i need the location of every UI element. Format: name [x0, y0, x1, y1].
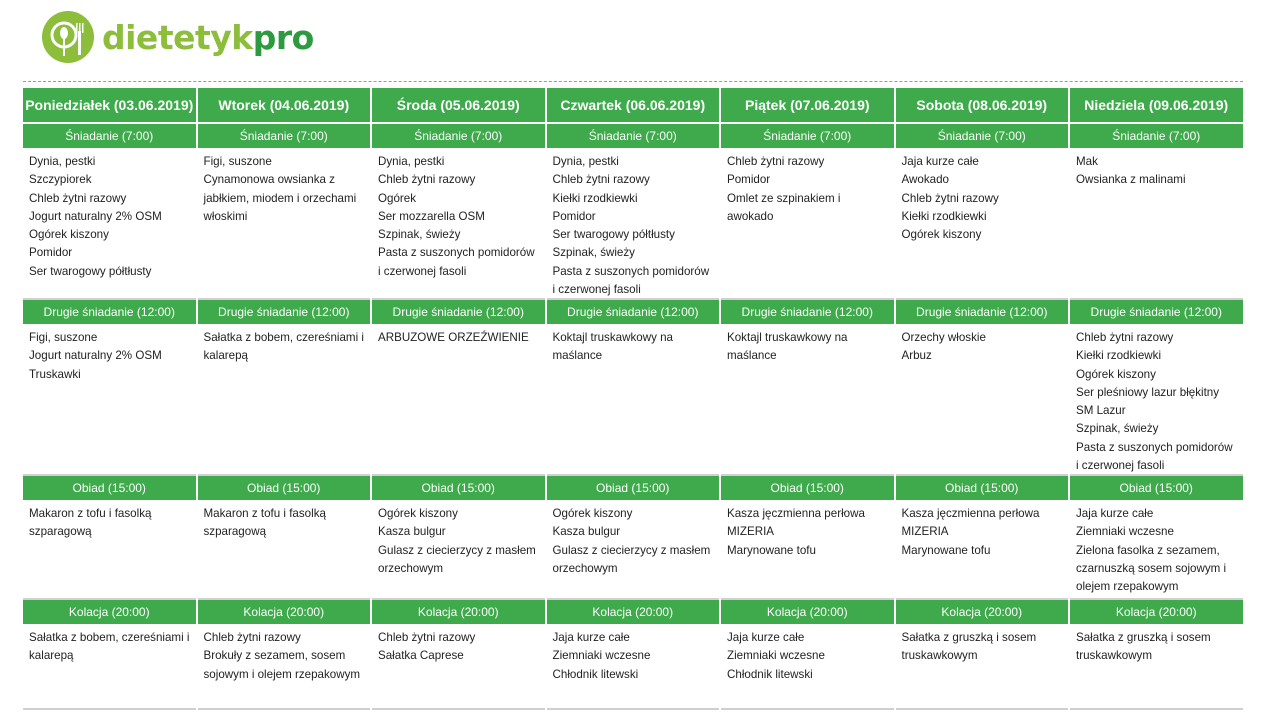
- meal-header: Kolacja (20:00): [896, 600, 1069, 624]
- meal-item: Pasta z suszonych pomidorów i czerwonej fasoli: [378, 246, 535, 278]
- meal-items: [23, 500, 196, 600]
- day-header: Wtorek (04.06.2019): [198, 88, 371, 124]
- meal-items: [23, 324, 196, 476]
- meal-header: Śniadanie (7:00): [1070, 124, 1243, 148]
- meal-item: Makaron z tofu i fasolką szparagową: [29, 507, 152, 539]
- meal-item: Kasza bulgur: [378, 525, 446, 539]
- meal-item: Ziemniaki wczesne: [552, 649, 651, 663]
- meal-items: [721, 324, 894, 476]
- meal-header: Obiad (15:00): [372, 476, 545, 500]
- meal-header: Kolacja (20:00): [1070, 600, 1243, 624]
- meal-item: Brokuły z sezamem, sosem sojowym i olejem rzepakowym: [203, 649, 361, 681]
- meal-item: Ser mozzarella OSM: [378, 209, 485, 223]
- meal-items: [372, 500, 545, 600]
- meal-item: Jogurt naturalny 2% OSM: [29, 209, 162, 223]
- meal-item: Pomidor: [552, 209, 596, 223]
- meal-item: Marynowane tofu: [727, 543, 816, 557]
- meal-item: Ser twarogowy półtłusty: [29, 264, 152, 278]
- meal-plan-grid: [23, 88, 1244, 710]
- meal-item: Ogórek kiszony: [29, 228, 109, 242]
- day-header: Niedziela (09.06.2019): [1070, 88, 1243, 124]
- meal-header: Śniadanie (7:00): [23, 124, 196, 148]
- meal-item: Jaja kurze całe: [727, 631, 805, 644]
- meal-item: Ogórek kiszony: [901, 228, 982, 242]
- meal-header: Drugie śniadanie (12:00): [896, 300, 1069, 324]
- header-divider: [23, 81, 1243, 82]
- meal-header: Kolacja (20:00): [23, 600, 196, 624]
- day-header: Piątek (07.06.2019): [721, 88, 894, 124]
- meal-item: Chłodnik litewski: [552, 667, 639, 681]
- meal-header: Drugie śniadanie (12:00): [547, 300, 720, 324]
- meal-item: Jaja kurze całe: [901, 155, 979, 168]
- meal-header: Śniadanie (7:00): [547, 124, 720, 148]
- meal-item: Pasta z suszonych pomidorów i czerwonej fasoli: [1076, 440, 1233, 473]
- meal-item: Pomidor: [727, 173, 771, 187]
- meal-items: [721, 624, 894, 710]
- meal-item: Ser twarogowy półtłusty: [552, 228, 675, 242]
- meal-item: Szczypiorek: [29, 173, 92, 187]
- logo-icon: [42, 11, 94, 63]
- meal-item: Dynia, pestki: [29, 155, 96, 168]
- meal-item: Chleb żytni razowy: [552, 173, 650, 187]
- meal-item: Dynia, pestki: [378, 155, 445, 168]
- meal-item: Chłodnik litewski: [727, 667, 813, 681]
- brand-name-part2: pro: [252, 17, 314, 57]
- meal-header: Obiad (15:00): [721, 476, 894, 500]
- meal-item: Ogórek kiszony: [552, 507, 633, 520]
- meal-item: Sałatka Caprese: [378, 649, 464, 663]
- meal-items: [547, 624, 720, 710]
- meal-item: Marynowane tofu: [901, 543, 991, 557]
- day-header: Środa (05.06.2019): [372, 88, 545, 124]
- meal-header: Śniadanie (7:00): [721, 124, 894, 148]
- meal-item: Gulasz z ciecierzycy z masłem orzechowym: [378, 543, 536, 575]
- meal-header: Kolacja (20:00): [198, 600, 371, 624]
- meal-header: Śniadanie (7:00): [198, 124, 371, 148]
- meal-item: Chleb żytni razowy: [1076, 331, 1174, 344]
- meal-item: Sałatka z bobem, czereśniami i kalarepą: [29, 631, 190, 663]
- meal-header: Drugie śniadanie (12:00): [721, 300, 894, 324]
- meal-header: Kolacja (20:00): [372, 600, 545, 624]
- meal-header: Obiad (15:00): [23, 476, 196, 500]
- meal-header: Kolacja (20:00): [547, 600, 720, 624]
- meal-item: Omlet ze szpinakiem i awokado: [727, 191, 841, 223]
- meal-item: Ogórek: [378, 191, 417, 205]
- meal-item: Dynia, pestki: [552, 155, 619, 168]
- meal-items: [1070, 148, 1243, 300]
- meal-item: Kasza jęczmienna perłowa: [901, 507, 1040, 520]
- meal-item: Kiełki rzodkiewki: [552, 191, 638, 205]
- meal-header: Obiad (15:00): [547, 476, 720, 500]
- meal-items: [721, 148, 894, 300]
- meal-item: Chleb żytni razowy: [203, 631, 301, 644]
- meal-item: Chleb żytni razowy: [378, 173, 476, 187]
- meal-items: [547, 324, 720, 476]
- meal-item: Szpinak, świeży: [1076, 422, 1159, 436]
- meal-item: Figi, suszone: [29, 331, 98, 344]
- meal-header: Drugie śniadanie (12:00): [372, 300, 545, 324]
- meal-items: [198, 624, 371, 710]
- meal-item: Gulasz z ciecierzycy z masłem orzechowym: [552, 543, 711, 575]
- meal-items: [198, 500, 371, 600]
- meal-item: Kasza bulgur: [552, 525, 621, 539]
- meal-header: Drugie śniadanie (12:00): [23, 300, 196, 324]
- meal-item: Koktajl truskawkowy na maślance: [552, 331, 673, 363]
- meal-item: Chleb żytni razowy: [378, 631, 476, 644]
- meal-items: [372, 148, 545, 300]
- meal-item: Sałatka z gruszką i sosem truskawkowym: [1076, 631, 1211, 663]
- meal-item: Arbuz: [901, 349, 932, 363]
- meal-item: ARBUZOWE ORZEŹWIENIE: [378, 331, 529, 344]
- day-header: Sobota (08.06.2019): [896, 88, 1069, 124]
- meal-item: Jaja kurze całe: [1076, 507, 1154, 520]
- meal-item: Chleb żytni razowy: [29, 191, 127, 205]
- meal-header: Kolacja (20:00): [721, 600, 894, 624]
- meal-item: Chleb żytni razowy: [901, 191, 999, 205]
- meal-items: [372, 624, 545, 710]
- meal-item: Ogórek kiszony: [1076, 367, 1156, 381]
- meal-item: MIZERIA: [901, 525, 949, 539]
- meal-item: Sałatka z bobem, czereśniami i kalarepą: [203, 331, 364, 363]
- meal-items: [547, 148, 720, 300]
- meal-item: Kiełki rzodkiewki: [901, 209, 987, 223]
- meal-header: Obiad (15:00): [1070, 476, 1243, 500]
- meal-items: [23, 624, 196, 710]
- day-header: Poniedziałek (03.06.2019): [23, 88, 196, 124]
- meal-items: [198, 148, 371, 300]
- brand-name: [102, 17, 314, 57]
- meal-item: Jogurt naturalny 2% OSM: [29, 349, 162, 363]
- meal-item: Ziemniaki wczesne: [1076, 525, 1174, 539]
- meal-items: [1070, 500, 1243, 600]
- meal-item: Sałatka z gruszką i sosem truskawkowym: [901, 631, 1037, 663]
- meal-item: Orzechy włoskie: [901, 331, 986, 344]
- meal-item: Awokado: [901, 173, 949, 187]
- meal-items: [23, 148, 196, 300]
- meal-items: [896, 500, 1069, 600]
- meal-item: MIZERIA: [727, 525, 775, 539]
- meal-items: [198, 324, 371, 476]
- meal-item: Figi, suszone: [203, 155, 272, 168]
- meal-header: Drugie śniadanie (12:00): [1070, 300, 1243, 324]
- meal-item: Szpinak, świeży: [552, 246, 635, 260]
- meal-item: Szpinak, świeży: [378, 228, 461, 242]
- meal-items: [372, 324, 545, 476]
- meal-header: Obiad (15:00): [896, 476, 1069, 500]
- meal-item: Kiełki rzodkiewki: [1076, 349, 1162, 363]
- meal-header: Śniadanie (7:00): [896, 124, 1069, 148]
- meal-items: [547, 500, 720, 600]
- meal-items: [1070, 324, 1243, 476]
- brand-name-part1: dietetyk: [102, 17, 253, 57]
- meal-items: [1070, 624, 1243, 710]
- brand-logo: [42, 11, 314, 63]
- meal-items: [896, 148, 1069, 300]
- meal-items: [896, 624, 1069, 710]
- meal-item: Kasza jęczmienna perłowa: [727, 507, 865, 520]
- meal-item: Makaron z tofu i fasolką szparagową: [203, 507, 326, 539]
- meal-header: Obiad (15:00): [198, 476, 371, 500]
- meal-item: Pasta z suszonych pomidorów i czerwonej fasoli: [552, 264, 710, 297]
- meal-header: Śniadanie (7:00): [372, 124, 545, 148]
- meal-item: Zielona fasolka z sezamem, czarnuszką sosem sojowym i olejem rzepakowym: [1076, 543, 1227, 594]
- meal-item: Owsianka z malinami: [1076, 173, 1186, 187]
- meal-items: [721, 500, 894, 600]
- meal-item: Pomidor: [29, 246, 73, 260]
- meal-item: Cynamonowa owsianka z jabłkiem, miodem i orzechami włoskimi: [203, 173, 357, 223]
- meal-item: Truskawki: [29, 367, 81, 381]
- meal-item: Ziemniaki wczesne: [727, 649, 825, 663]
- meal-item: Koktajl truskawkowy na maślance: [727, 331, 848, 363]
- meal-item: Ogórek kiszony: [378, 507, 458, 520]
- day-header: Czwartek (06.06.2019): [547, 88, 720, 124]
- meal-item: Jaja kurze całe: [552, 631, 630, 644]
- meal-item: Chleb żytni razowy: [727, 155, 825, 168]
- meal-item: Mak: [1076, 155, 1098, 168]
- meal-items: [896, 324, 1069, 476]
- meal-header: Drugie śniadanie (12:00): [198, 300, 371, 324]
- meal-item: Ser pleśniowy lazur błękitny SM Lazur: [1076, 385, 1220, 418]
